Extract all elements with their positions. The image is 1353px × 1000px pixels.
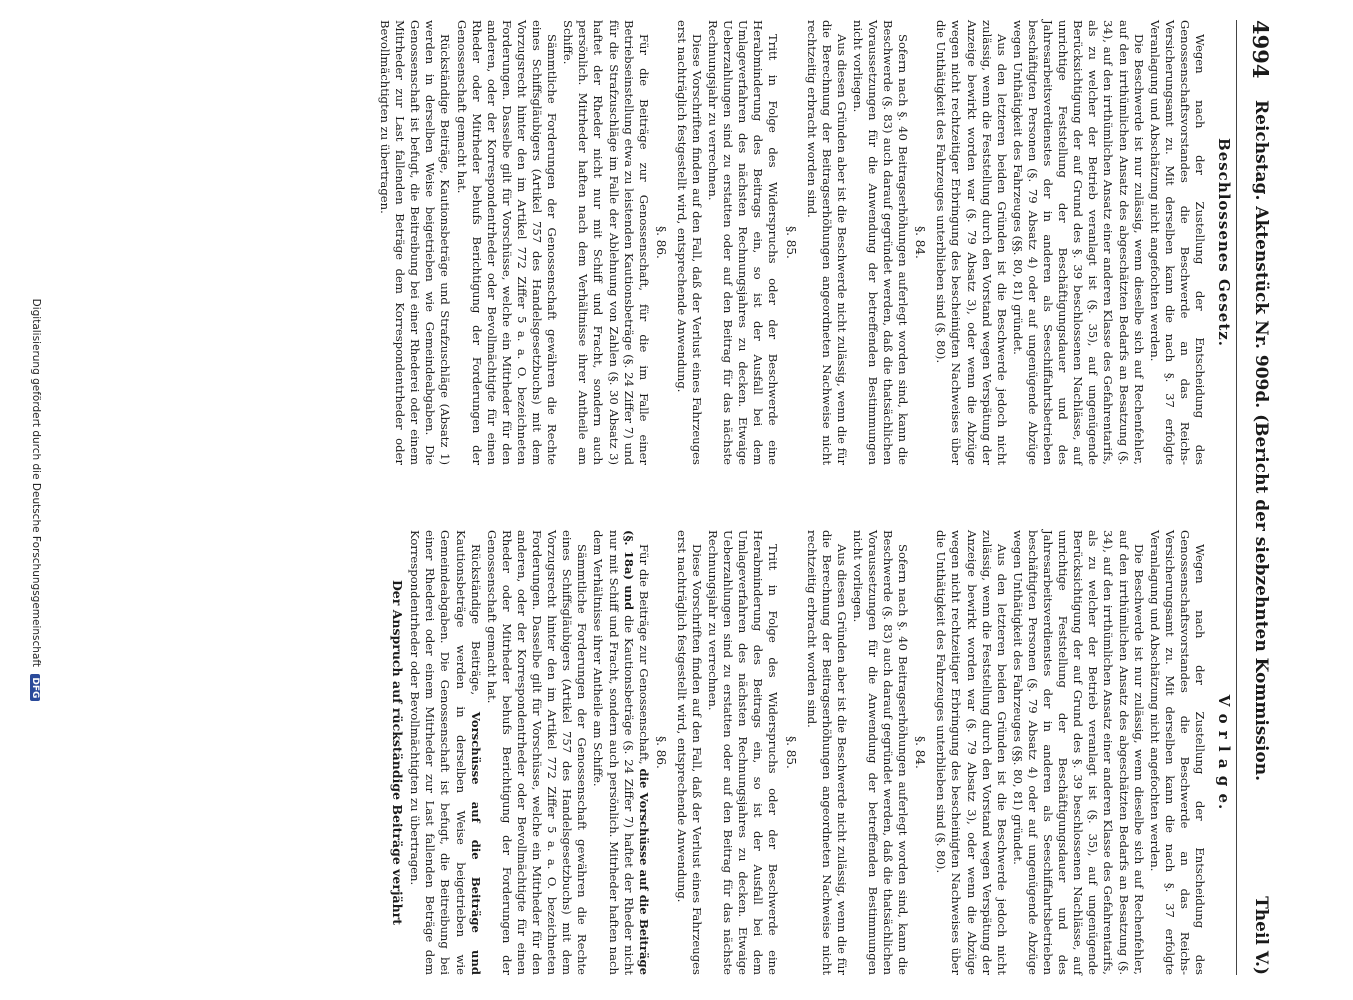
paragraph: Sofern nach §. 40 Beitragserhöhungen auferlegt worden sind, kann die Beschwerde (§. 83) auch darauf gegründet werden, daß die thatsächlichen Voraussetzungen für die Anwendung der betreffenden Bestimmungen nicht vorliegen. — [850, 530, 911, 975]
paragraph: Diese Vorschriften finden auf den Fall, daß der Verlust eines Fahrzeuges erst nachträglich festgestellt wird, entsprechende Anwendung. — [674, 20, 704, 465]
paragraph: Wegen nach der Zustellung der Entscheidung des Genossenschaftsvorstandes die Beschwerde an das Reichs-Versicherungsamt zu. Mit derselben kann die nach §. 37 erfolgte Veranlagung und Abschätzung nicht angefochten werden. — [1147, 20, 1207, 465]
bold-paragraph: Der Anspruch auf rückständige Beiträge verjährt — [390, 579, 406, 926]
right-column-heading: V o r l a g e. — [1215, 694, 1233, 811]
paragraph: Sämmtliche Forderungen der Genossenschaft gewähren die Rechte eines Schiffsgläubigers (Artikel 757 des Handelsgesetzbuchs) mit dem Vorzugsrecht hinter den im Artikel 772 Ziffer 5 a. a. O. bezeichneten Forderungen. Dasselbe gilt für Vorschüsse, welche ein Mitrheder für den anderen, oder der Korrespondentrheder oder Bevollmächtigte für einen Rheder oder Mitrheder behufs Berichtigung der Forderungen der Genossenschaft gemacht hat. — [454, 20, 560, 465]
right-column — [389, 530, 1207, 975]
paragraph: Aus den letzteren beiden Gründen ist die Beschwerde jedoch nicht zulässig, wenn die Feststellung durch den Vorstand wegen Verspätung der Anzeige bewirkt worden war (§. 79 Absatz 3), oder wenn die Abzüge wegen nicht rechtzeitiger Erbringung des bescheinigten Nachweises über die Unthätigkeit des Fahrzeuges unterblieben sind (§. 80). — [934, 20, 1009, 465]
section-heading: §. 86. — [653, 226, 668, 259]
credit-text: Digitalisierung gefördert durch die Deutsche Forschungsgemeinschaft — [30, 298, 42, 668]
paragraph: Für die Beiträge zur Genossenschaft, für die im Falle einer Betriebseinstellung etwa zu leistenden Kautionsbeträge (§. 24 Ziffer 7) und für die Strafzuschläge im Falle der Ablehnung von Zahlen (§. 30 Absatz 3) haftet der Rheder nicht nur mit Schiff und Fracht, sondern auch persönlich. Mitrheder haften nach dem Verhältnisse ihrer Antheile am Schiffe. — [561, 20, 651, 465]
paragraph: Aus diesen Gründen aber ist die Beschwerde nicht zulässig, wenn die für die Berechnung der Beitragserhöhungen angeordneten Nachweise nicht rechtzeitig erbracht worden sind. — [804, 530, 849, 975]
page-header — [1245, 20, 1275, 975]
digitization-credit — [30, 0, 42, 1000]
section-heading: §. 85. — [783, 736, 798, 769]
section-heading: §. 84. — [913, 736, 928, 769]
paragraph: Tritt in Folge des Widerspruchs oder der Beschwerde eine Herabminderung des Beitrags ein, so ist der Ausfall bei dem Umlageverfahren des nächsten Rechnungsjahres zu decken. Etwaige Ueberzahlungen sind zu erstatten oder auf den Beitrag für das nächste Rechnungsjahr zu verrechnen. — [706, 20, 781, 465]
text-run: Kautionsbeträge werden in derselben Weise beigetrieben wie Gemeindeabgaben. Die Genossenschaft ist befugt, die Beitreibung bei einer Rhederei oder einem Mitrheder zur Last fallenden Beträge dem Korrespondentrheder oder Bevollmächtigten zu übertragen. — [408, 530, 468, 975]
text-run: Für die Beiträge zur Genossenschaft, — [636, 544, 651, 769]
left-column-heading: Beschlossenes Gesetz. — [1215, 138, 1233, 347]
dfg-logo: DFG — [30, 674, 40, 701]
paragraph: Aus diesen Gründen aber ist die Beschwerde nicht zulässig, wenn die für die Berechnung der Beitragserhöhungen angeordneten Nachweise nicht rechtzeitig erbracht worden sind. — [804, 20, 849, 465]
paragraph: Aus den letzteren beiden Gründen ist die Beschwerde jedoch nicht zulässig, wenn die Feststellung durch den Vorstand wegen Verspätung der Anzeige bewirkt worden war (§. 79 Absatz 3), oder wenn die Abzüge wegen nicht rechtzeitiger Erbringung des bescheinigten Nachweises über die Unthätigkeit des Fahrzeuges unterblieben sind (§. 80). — [934, 530, 1009, 975]
section-heading: §. 84. — [913, 226, 928, 259]
section-heading: §. 86. — [653, 736, 668, 769]
text-run: Rückständige Beiträge, — [468, 544, 483, 712]
paragraph: Sämmtliche Forderungen der Genossenschaft gewähren die Rechte eines Schiffsgläubigers (Artikel 757 des Handelsgesetzbuchs) mit dem Vorzugsrecht hinter den im Artikel 772 Ziffer 5 a. a. O. bezeichneten Forderungen. Dasselbe gilt für Vorschüsse, welche ein Mitrheder für den anderen, oder der Korrespondentrheder oder Bevollmächtigte für einen Rheder oder Mitrheder behufs Berichtigung der Forderungen der Genossenschaft gemacht hat. — [484, 530, 590, 975]
paragraph: Diese Vorschriften finden auf den Fall, daß der Verlust eines Fahrzeuges erst nachträglich festgestellt wird, entsprechende Anwendung. — [674, 530, 704, 975]
page-number: 4994 — [1248, 20, 1273, 79]
part-label: Theil V.) — [1251, 896, 1271, 975]
document-title: Reichstag. Aktenstück Nr. 909d. (Bericht der siebzehnten Kommission. — [1251, 100, 1271, 782]
text-run: die Kautionsbeträge (§. 24 Ziffer 7) haftet der Rheder nicht nur mit Schiff und Fracht, sondern auch persönlich. Mitrheder haften nach dem Verhältnisse ihrer Antheile am Schiffe. — [591, 530, 636, 975]
paragraph: Tritt in Folge des Widerspruchs oder der Beschwerde eine Herabminderung des Beitrags ein, so ist der Ausfall bei dem Umlageverfahren des nächsten Rechnungsjahres zu decken. Etwaige Ueberzahlungen sind zu erstatten oder auf den Beitrag für das nächste Rechnungsjahr zu verrechnen. — [706, 530, 781, 975]
paragraph: Die Beschwerde ist nur zulässig, wenn dieselbe sich auf Rechenfehler, auf den irrthümlichen Ansatz des abgeschätzten Bedarfs an Besatzung (§. 34), auf den irrthümlichen Ansatz einer anderen Klasse des Gefahrentarifs, als zu welcher der Betrieb veranlagt ist (§. 35), auf ungenügende Berücksichtigung der auf Grund des §. 39 beschlossenen Nachlässe, auf unrichtige Feststellung der Beschäftigungsdauer und des Jahresarbeitsverdienstes der in anderen als Seeschiffahrtsbetrieben beschäftigten Personen (§. 79 Absatz 4) oder auf ungenügende Abzüge wegen Unthätigkeit des Fahrzeuges (§§. 80, 81) gründet. — [1010, 530, 1146, 975]
paragraph — [590, 530, 650, 975]
left-column — [376, 20, 1207, 465]
bold-insertion: die Vorschüsse auf die Beiträge (§. 18a) und — [621, 530, 651, 975]
paragraph: Die Beschwerde ist nur zulässig, wenn dieselbe sich auf Rechenfehler, auf den irrthümlichen Ansatz des abgeschätzten Bedarfs an Besatzung (§. 34), auf den irrthümlichen Ansatz einer anderen Klasse des Gefahrentarifs, als zu welcher der Betrieb veranlagt ist (§. 35), auf ungenügende Berücksichtigung der auf Grund des §. 39 beschlossenen Nachlässe, auf unrichtige Feststellung der Beschäftigungsdauer und des Jahresarbeitsverdienstes der in anderen als Seeschiffahrtsbetrieben beschäftigten Personen (§. 79 Absatz 4) oder auf ungenügende Abzüge wegen Unthätigkeit des Fahrzeuges (§§. 80, 81) gründet. — [1010, 20, 1146, 465]
paragraph: Sofern nach §. 40 Beitragserhöhungen auferlegt worden sind, kann die Beschwerde (§. 83) auch darauf gegründet werden, daß die thatsächlichen Voraussetzungen für die Anwendung der betreffenden Bestimmungen nicht vorliegen. — [850, 20, 911, 465]
bold-insertion: Vorschüsse auf die Beiträge und — [468, 711, 483, 975]
paragraph — [407, 530, 482, 975]
section-heading: §. 85. — [783, 226, 798, 259]
paragraph: Rückständige Beiträge, Kautionsbeträge und Strafzuschläge (Absatz 1) werden in derselben Weise beigetrieben wie Gemeindeabgaben. Die Genossenschaft ist befugt, die Beitreibung bei einer Rhederei oder einem Mitrheder zur Last fallenden Beträge dem Korrespondentrheder oder Bevollmächtigten zu übertragen. — [378, 20, 453, 465]
header-rule — [1236, 20, 1237, 975]
paragraph: Wegen nach der Zustellung der Entscheidung des Genossenschaftsvorstandes die Beschwerde an das Reichs-Versicherungsamt zu. Mit derselben kann die nach §. 37 erfolgte Veranlagung und Abschätzung nicht angefochten werden. — [1147, 530, 1207, 975]
